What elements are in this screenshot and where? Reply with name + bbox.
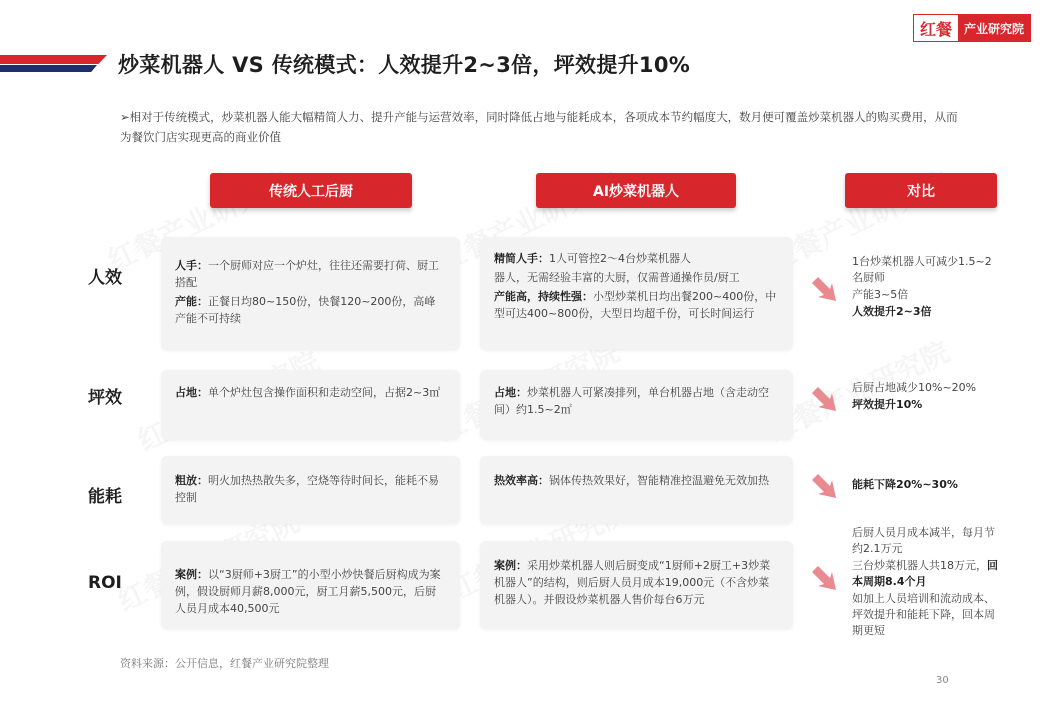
arrow-icon xyxy=(812,277,836,301)
row-label-energy: 能耗 xyxy=(88,487,122,507)
cell-traditional-floor: 占地：单个炉灶包含操作面积和走动空间，占据2~3㎡ xyxy=(161,370,460,440)
brand-logo xyxy=(913,14,1031,42)
cell-robot-floor: 占地：炒菜机器人可紧凑排列，单台机器占地（含走动空间）约1.5~2㎡ xyxy=(480,370,793,440)
arrow-icon xyxy=(812,566,836,590)
arrow-icon xyxy=(812,474,836,498)
compare-roi: 后厨人员月成本减半，每月节约2.1万元 三台炒菜机器人共18万元，回本周期8.4个月 如加上人员培训和流动成本、坪效提升和能耗下降，回本周期更短 xyxy=(852,526,998,637)
title-accent-bar xyxy=(0,55,107,73)
column-header-compare: 对比 xyxy=(845,173,997,208)
compare-energy: 能耗下降20%~30% xyxy=(852,478,958,491)
column-header-traditional: 传统人工后厨 xyxy=(210,173,412,208)
cell-traditional-roi: 案例：以“3厨师+3厨工”的小型小炒快餐后厨构成为案例，假设厨师月薪8,000元，厨工月薪5,500元，后厨人员月成本40,500元 xyxy=(161,541,460,629)
source-note: 资料来源：公开信息，红餐产业研究院整理 xyxy=(120,657,329,670)
cell-traditional-energy: 粗放：明火加热热散失多，空烧等待时间长，能耗不易控制 xyxy=(161,456,460,524)
compare-floor: 后厨占地减少10%~20% 坪效提升10% xyxy=(852,381,977,411)
cell-robot-labor: 精简人手：1人可管控2～4台炒菜机器人 器人，无需经验丰富的大厨，仅需普通操作员/厨工 产能高，持续性强：小型炒菜机日均出餐200~400份，中型可达400~800份，大型日均超千份，可长时间运行 xyxy=(480,237,793,350)
logo-brand: 红餐 xyxy=(914,15,958,41)
cell-robot-energy: 热效率高：锅体传热效果好，智能精准控温避免无效加热 xyxy=(480,456,793,524)
row-label-floor-efficiency: 坪效 xyxy=(88,388,122,408)
arrow-icon xyxy=(812,387,836,411)
page-title: 炒菜机器人 VS 传统模式：人效提升2~3倍，坪效提升10% xyxy=(118,53,691,77)
cell-traditional-labor: 人手：一个厨师对应一个炉灶，往往还需要打荷、厨工搭配 产能：正餐日均80~150份，快餐120~200份，高峰产能不可持续 xyxy=(161,237,460,350)
row-label-roi: ROI xyxy=(88,573,122,593)
row-label-labor-efficiency: 人效 xyxy=(88,268,122,288)
column-header-robot: AI炒菜机器人 xyxy=(536,173,736,208)
intro-text: ➢相对于传统模式，炒菜机器人能大幅精简人力、提升产能与运营效率，同时降低占地与能耗成本，各项成本节约幅度大，数月便可覆盖炒菜机器人的购买费用，从而为餐饮门店实现更高的商业价值 xyxy=(120,110,958,144)
page-number: 30 xyxy=(936,675,949,686)
compare-labor: 1台炒菜机器人可减少1.5~2名厨师 产能3~5倍 人效提升2~3倍 xyxy=(852,255,992,318)
logo-text: 产业研究院 xyxy=(958,15,1030,41)
cell-robot-roi: 案例：采用炒菜机器人则后厨变成“1厨师+2厨工+3炒菜机器人”的结构，则后厨人员月成本19,000元（不含炒菜机器人）。并假设炒菜机器人售价每台6万元 xyxy=(480,541,793,629)
